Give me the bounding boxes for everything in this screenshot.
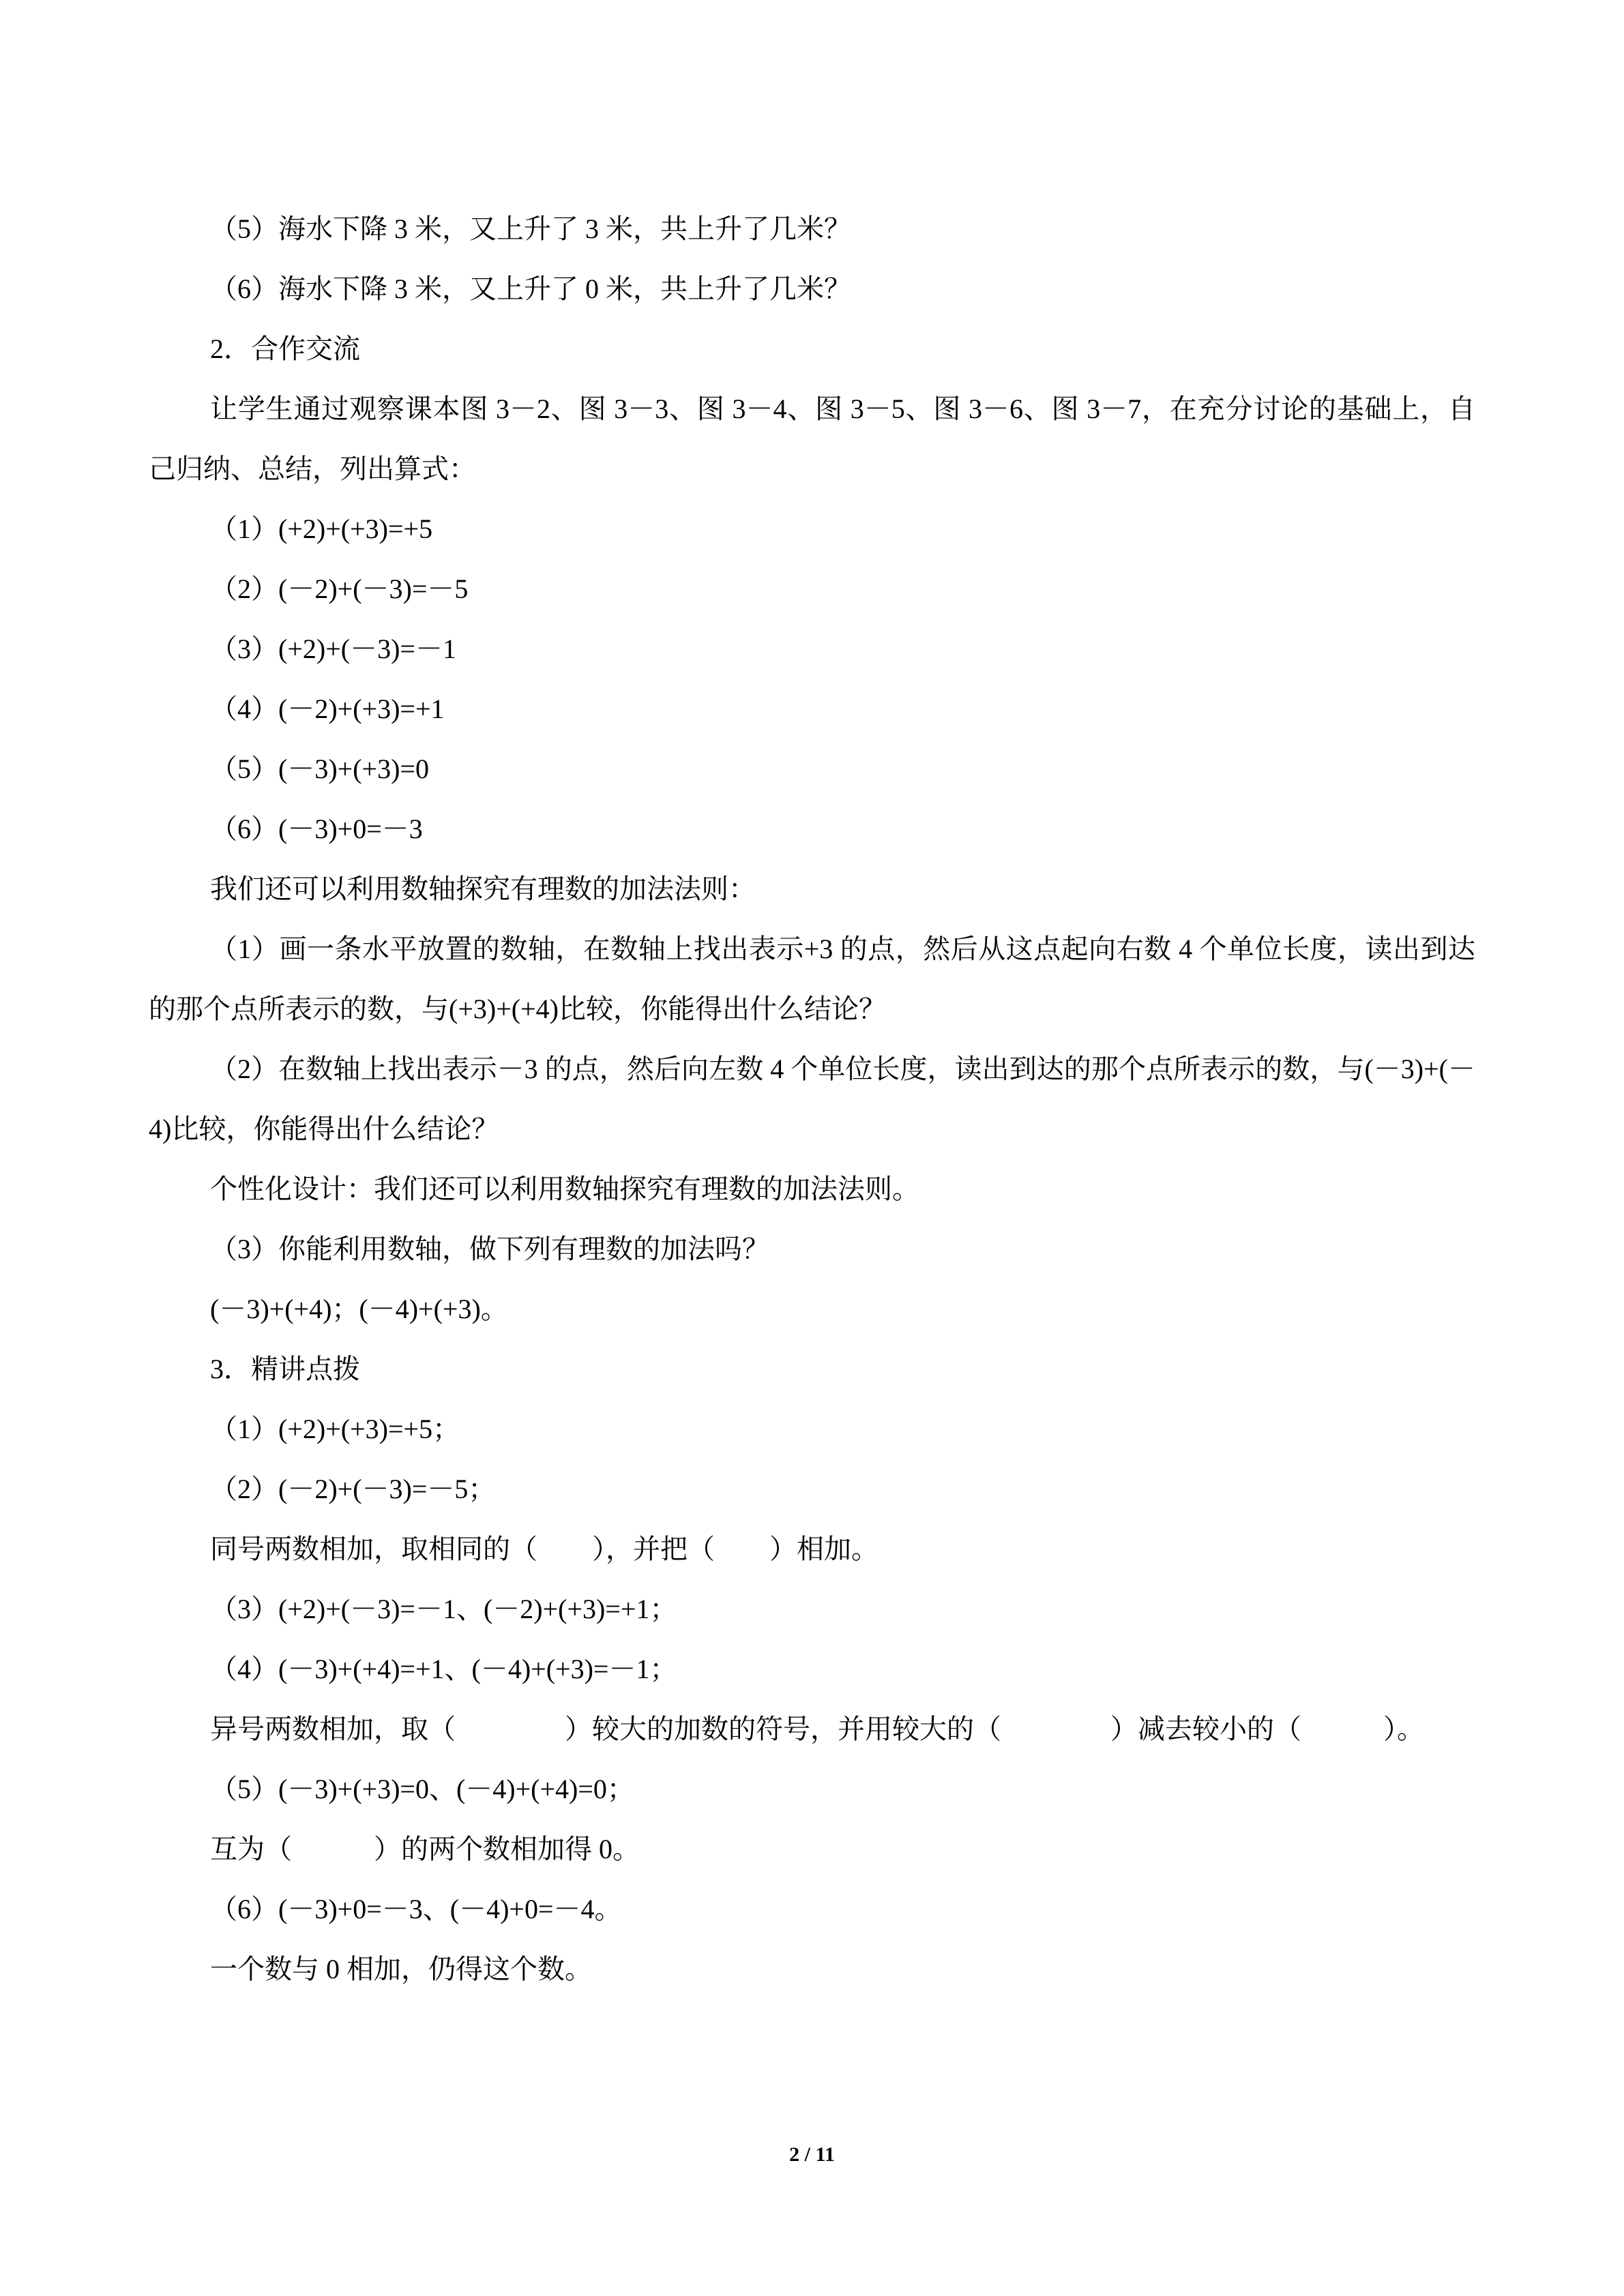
- equation-3: （3）(+2)+(－3)=－1: [210, 633, 456, 664]
- exercise-expressions: (－3)+(+4)；(－4)+(+3)。: [210, 1294, 508, 1324]
- explanation-equation-5: （5）(－3)+(+3)=0、(－4)+(+4)=0；: [210, 1774, 634, 1804]
- explanation-equation-1: （1）(+2)+(+3)=+5；: [210, 1414, 460, 1444]
- explanation-equation-6: （6）(－3)+0=－3、(－4)+0=－4。: [210, 1894, 622, 1924]
- paragraph-observe-figures: 让学生通过观察课本图 3－2、图 3－3、图 3－4、图 3－5、图 3－6、图 3－7，在充分讨论的基础上，自己归纳、总结，列出算式：: [149, 393, 1475, 484]
- personalized-design-note: 个性化设计：我们还可以利用数轴探究有理数的加法法则。: [210, 1174, 919, 1204]
- number-line-task-1: （1）画一条水平放置的数轴，在数轴上找出表示+3 的点，然后从这点起向右数 4 个单位长度，读出到达的那个点所表示的数，与(+3)+(+4)比较，你能得出什么结论？: [149, 934, 1475, 1024]
- equation-6: （6）(－3)+0=－3: [210, 814, 423, 844]
- explanation-equation-4: （4）(－3)+(+4)=+1、(－4)+(+3)=－1；: [210, 1654, 677, 1684]
- rule-opposite-numbers: 互为（ ）的两个数相加得 0。: [210, 1834, 640, 1864]
- rule-same-sign: 同号两数相加，取相同的（ ），并把（ ）相加。: [210, 1534, 879, 1564]
- equation-5: （5）(－3)+(+3)=0: [210, 754, 429, 784]
- number-line-task-3: （3）你能利用数轴，做下列有理数的加法吗？: [210, 1234, 769, 1264]
- equation-2: （2）(－2)+(－3)=－5: [210, 573, 469, 604]
- question-6: （6）海水下降 3 米，又上升了 0 米，共上升了几米？: [210, 273, 851, 304]
- explanation-equation-3: （3）(+2)+(－3)=－1、(－2)+(+3)=+1；: [210, 1594, 677, 1624]
- paragraph-number-line-intro: 我们还可以利用数轴探究有理数的加法法则：: [210, 874, 756, 904]
- rule-add-zero: 一个数与 0 相加，仍得这个数。: [210, 1954, 592, 1984]
- question-5: （5）海水下降 3 米，又上升了 3 米，共上升了几米？: [210, 213, 851, 244]
- explanation-equation-2: （2）(－2)+(－3)=－5；: [210, 1474, 496, 1504]
- section-heading-cooperation: 2．合作交流: [210, 333, 360, 364]
- rule-different-sign: 异号两数相加，取（ ）较大的加数的符号，并用较大的（ ）减去较小的（ ）。: [210, 1714, 1424, 1744]
- number-line-task-2: （2）在数轴上找出表示－3 的点，然后向左数 4 个单位长度，读出到达的那个点所表示的数，与(－3)+(－4)比较，你能得出什么结论？: [149, 1054, 1475, 1144]
- page-number: 2 / 11: [789, 2143, 835, 2166]
- page-body: [149, 199, 1475, 1999]
- equation-1: （1）(+2)+(+3)=+5: [210, 513, 433, 544]
- section-heading-explanation: 3．精讲点拨: [210, 1354, 360, 1384]
- equation-4: （4）(－2)+(+3)=+1: [210, 694, 445, 724]
